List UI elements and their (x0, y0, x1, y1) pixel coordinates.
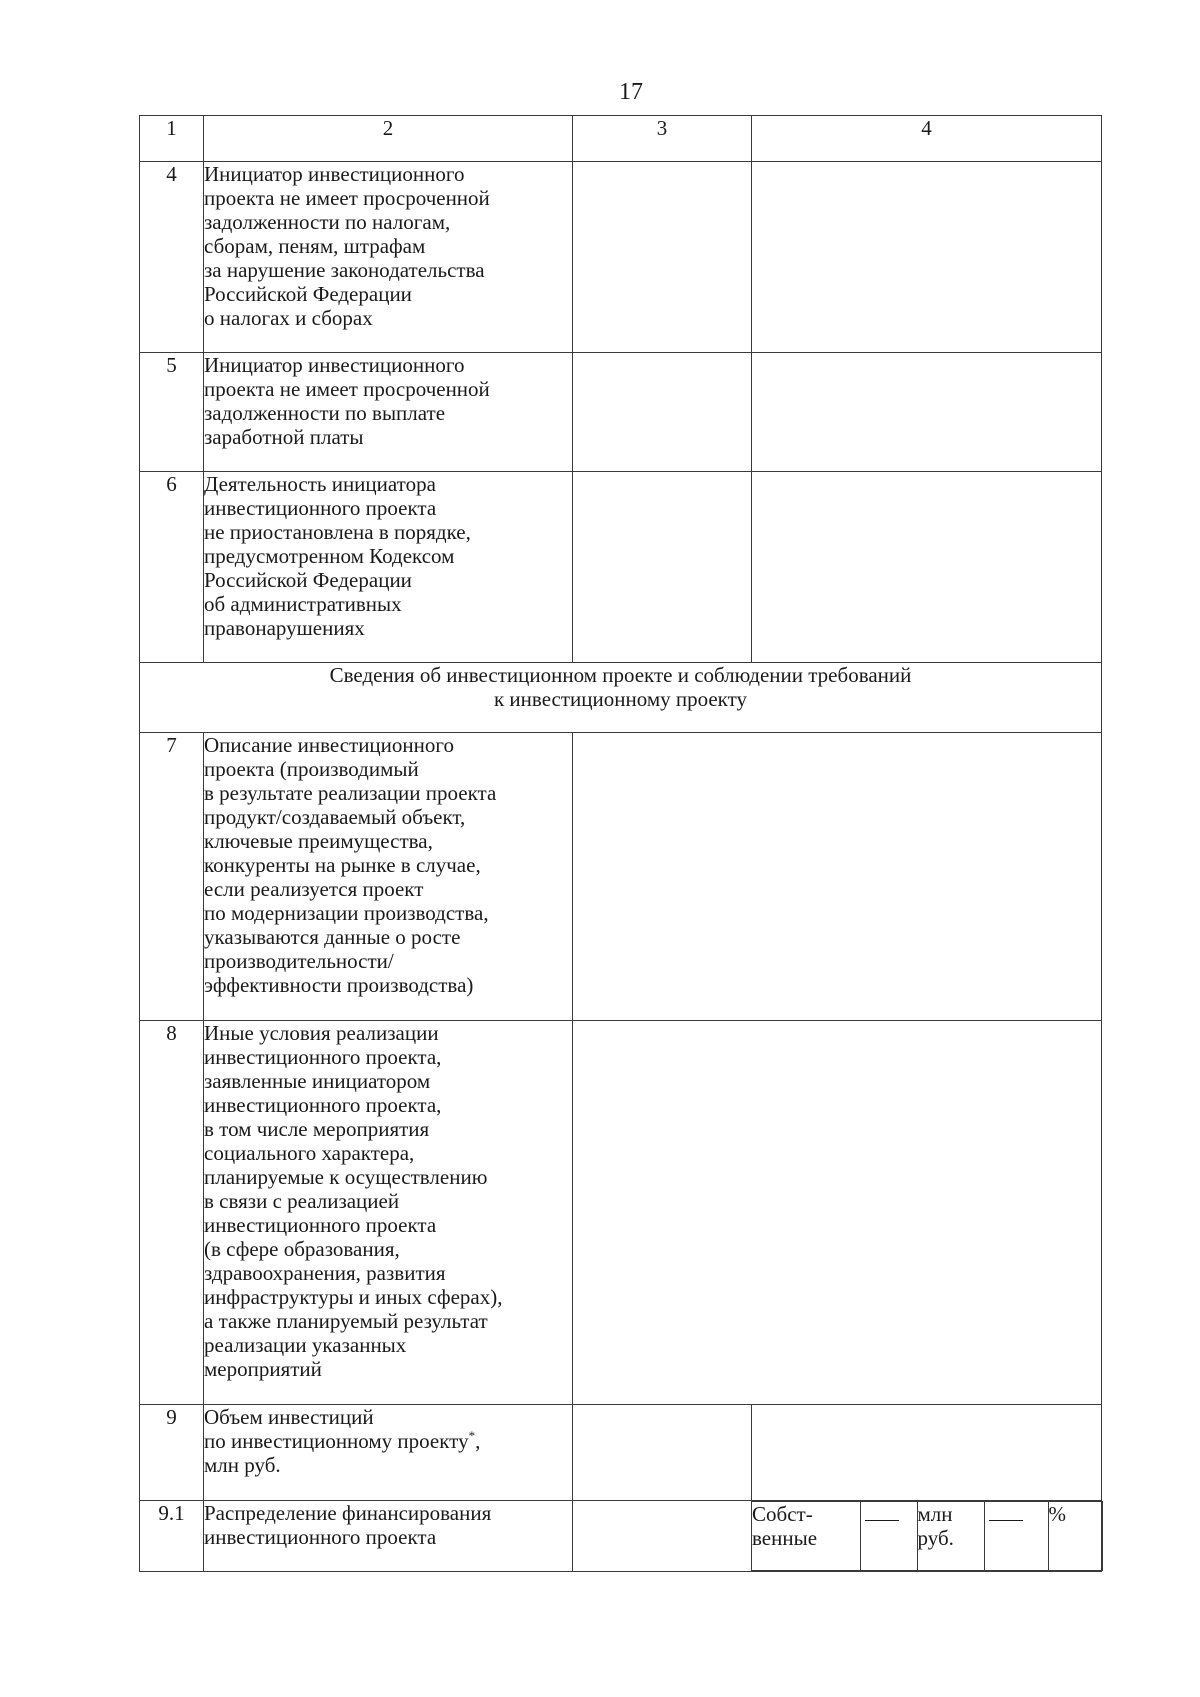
financing-breakdown-cell (752, 1501, 1102, 1572)
table-row-6 (140, 472, 1102, 663)
row-description (204, 1405, 573, 1501)
unit-label-line: руб. (917, 1526, 954, 1550)
row-description (204, 733, 573, 1021)
description-line: Российской Федерации (204, 568, 412, 592)
description-line: заработной платы (204, 425, 364, 449)
unit-label-line: млн (917, 1502, 953, 1526)
description-line: продукт/создаваемый объект, (204, 805, 466, 829)
description-line: (в сфере образования, (204, 1237, 400, 1261)
description-line: Российской Федерации (204, 282, 412, 306)
description-line: задолженности по налогам, (204, 210, 451, 234)
description-line: проекта не имеет просроченной (204, 186, 490, 210)
own-funds-percent-field[interactable] (984, 1502, 1048, 1571)
row-description (204, 1021, 573, 1405)
financing-breakdown-table (752, 1501, 1103, 1571)
description-line: Объем инвестиций (204, 1405, 374, 1429)
column-number-2: 2 (204, 116, 573, 162)
percent-label: % (1048, 1502, 1102, 1571)
description-line: млн руб. (204, 1453, 281, 1477)
unit-label (917, 1502, 984, 1571)
row-number: 7 (140, 733, 204, 1021)
application-form-table (139, 115, 1102, 1572)
description-line: указываются данные о росте (204, 925, 461, 949)
row-note-cell[interactable] (752, 162, 1102, 353)
own-funds-label (752, 1502, 860, 1571)
description-line: сборам, пеням, штрафам (204, 234, 426, 258)
table-row-4 (140, 162, 1102, 353)
description-line: по модернизации производства, (204, 901, 489, 925)
section-heading-row (140, 663, 1102, 733)
row-description (204, 472, 573, 663)
table-row-9 (140, 1405, 1102, 1501)
row-description (204, 162, 573, 353)
description-line: предусмотренном Кодексом (204, 544, 455, 568)
row-note-cell[interactable] (752, 472, 1102, 663)
row-number: 8 (140, 1021, 204, 1405)
section-heading (140, 663, 1102, 733)
description-line: проекта не имеет просроченной (204, 377, 490, 401)
description-line: заявленные инициатором (204, 1069, 431, 1093)
description-line: Деятельность инициатора (204, 472, 436, 496)
description-line: если реализуется проект (204, 877, 424, 901)
row-number: 9 (140, 1405, 204, 1501)
page-number: 17 (619, 79, 643, 105)
description-line: о налогах и сборах (204, 306, 373, 330)
description-line: инвестиционного проекта (204, 496, 437, 520)
column-numbers-row (140, 116, 1102, 162)
description-line: в связи с реализацией (204, 1189, 400, 1213)
description-line: инвестиционного проекта (204, 1525, 437, 1549)
description-line: социального характера, (204, 1141, 415, 1165)
description-line: задолженности по выплате (204, 401, 446, 425)
description-line: производительности/ (204, 949, 394, 973)
description-line: инфраструктуры и иных сферах), (204, 1285, 503, 1309)
description-line: Инициатор инвестиционного (204, 353, 465, 377)
row-value-cell[interactable] (573, 353, 752, 472)
blank-underline (989, 1502, 1023, 1521)
description-line: Иные условия реализации (204, 1021, 439, 1045)
table-row-7 (140, 733, 1102, 1021)
description-line: планируемые к осуществлению (204, 1165, 488, 1189)
table-row-9-1 (140, 1501, 1102, 1572)
description-line: здравоохранения, развития (204, 1261, 446, 1285)
description-line: Описание инвестиционного (204, 733, 454, 757)
description-line: об административных (204, 592, 402, 616)
row-value-cell[interactable] (573, 733, 1102, 1021)
own-funds-label-line: венные (752, 1526, 818, 1550)
blank-underline (865, 1502, 899, 1521)
row-value-cell[interactable] (573, 1501, 752, 1572)
description-line: Инициатор инвестиционного (204, 162, 465, 186)
row-number: 5 (140, 353, 204, 472)
description-line: мероприятий (204, 1357, 322, 1381)
row-number: 9.1 (140, 1501, 204, 1572)
section-heading-line: к инвестиционному проекту (493, 687, 748, 711)
row-note-cell[interactable] (752, 353, 1102, 472)
row-description (204, 1501, 573, 1572)
description-line (204, 1429, 572, 1453)
description-line: в результате реализации проекта (204, 781, 497, 805)
description-text: по инвестиционному проекту (204, 1429, 469, 1453)
description-line: Распределение финансирования (204, 1501, 492, 1525)
description-line: в том числе мероприятия (204, 1117, 430, 1141)
section-heading-line: Сведения об инвестиционном проекте и соблюдении требований (329, 663, 912, 687)
column-number-1: 1 (140, 116, 204, 162)
column-number-4: 4 (752, 116, 1102, 162)
row-value-cell[interactable] (573, 1021, 1102, 1405)
description-line: инвестиционного проекта (204, 1213, 437, 1237)
description-line: конкуренты на рынке в случае, (204, 853, 481, 877)
description-punctuation: , (475, 1429, 481, 1453)
description-line: инвестиционного проекта, (204, 1045, 442, 1069)
row-number: 4 (140, 162, 204, 353)
description-line: реализации указанных (204, 1333, 407, 1357)
description-line: эффективности производства) (204, 973, 474, 997)
row-note-cell[interactable] (752, 1405, 1102, 1501)
own-funds-amount-field[interactable] (860, 1502, 917, 1571)
description-line: правонарушениях (204, 616, 365, 640)
description-line: инвестиционного проекта, (204, 1093, 442, 1117)
row-value-cell[interactable] (573, 472, 752, 663)
row-value-cell[interactable] (573, 1405, 752, 1501)
table-row-8 (140, 1021, 1102, 1405)
footnote-mark: * (468, 1428, 476, 1443)
table-row-5 (140, 353, 1102, 472)
description-line: не приостановлена в порядке, (204, 520, 471, 544)
row-description (204, 353, 573, 472)
description-line: а также планируемый результат (204, 1309, 488, 1333)
own-funds-label-line: Собст- (752, 1502, 813, 1526)
description-line: проекта (производимый (204, 757, 419, 781)
row-number: 6 (140, 472, 204, 663)
description-line: ключевые преимущества, (204, 829, 433, 853)
column-number-3: 3 (573, 116, 752, 162)
description-line: за нарушение законодательства (204, 258, 485, 282)
row-value-cell[interactable] (573, 162, 752, 353)
